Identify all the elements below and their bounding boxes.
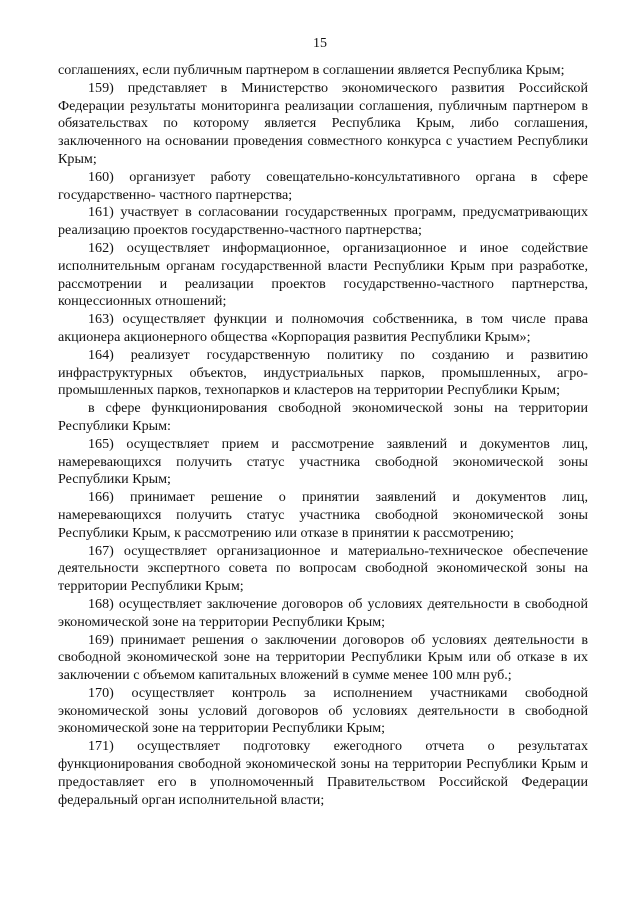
paragraph: 168) осуществляет заключение договоров об условиях деятельности в свободной экономической зоне на территории Республики Крым; bbox=[58, 595, 588, 630]
paragraph: 159) представляет в Министерство экономического развития Российской Федерации результаты мониторинга реализации соглашения, публичным партнером в обязательствах по которому является Республика Крым, либо соглашения, заключенного на основании проведения совместного конкурса с участием Республики Крым; bbox=[58, 79, 588, 167]
document-body bbox=[58, 62, 588, 809]
paragraph: 170) осуществляет контроль за исполнением участниками свободной экономической зоны условий договоров об условиях деятельности в свободной экономической зоне на территории Республики Крым; bbox=[58, 684, 588, 737]
paragraph: 162) осуществляет информационное, организационное и иное содействие исполнительным органам государственной власти Республики Крым при разработке, рассмотрении и реализации проектов государственно-частного партнерства, концессионных отношений; bbox=[58, 239, 588, 310]
paragraph: 167) осуществляет организационное и материально-техническое обеспечение деятельности экспертного совета по вопросам свободной экономической зоны на территории Республики Крым; bbox=[58, 542, 588, 595]
section-heading: в сфере функционирования свободной экономической зоны на территории Республики Крым: bbox=[58, 400, 588, 434]
paragraph: соглашениях, если публичным партнером в соглашении является Республика Крым; bbox=[58, 62, 565, 78]
paragraph: 169) принимает решения о заключении договоров об условиях деятельности в свободной экономической зоне на территории Республики Крым или об отказе в их заключении с объемом капитальных вложений в сумме менее 100 млн руб.; bbox=[58, 631, 588, 684]
page-number: 15 bbox=[313, 36, 327, 51]
paragraph: 166) принимает решение о принятии заявлений и документов лиц, намеревающихся получить статус участника свободной экономической зоны Республики Крым, к рассмотрению или отказе в принятии к рассмотрению; bbox=[58, 489, 588, 541]
paragraph: 161) участвует в согласовании государственных программ, предусматривающих реализацию проектов государственно-частного партнерства; bbox=[58, 204, 588, 239]
paragraph: 171) осуществляет подготовку ежегодного отчета о результатах функционирования свободной экономической зоны на территории Республики Крым и предоставляет его в уполномоченный Правительством Российской Федерации федеральный орган исполнительной власти; bbox=[58, 738, 588, 808]
paragraph: 163) осуществляет функции и полномочия собственника, в том числе права акционера акционерного общества «Корпорация развития Республики Крым»; bbox=[58, 311, 588, 345]
paragraph: 165) осуществляет прием и рассмотрение заявлений и документов лиц, намеревающихся получить статус участника свободной экономической зоны Республики Крым; bbox=[58, 435, 588, 488]
paragraph: 160) организует работу совещательно-консультативного органа в сфере государственно- частного партнерства; bbox=[58, 168, 588, 203]
paragraph: 164) реализует государственную политику по созданию и развитию инфраструктурных объектов, индустриальных парков, промышленных, агро-промышленных парков, технопарков и кластеров на территории Республики Крым; bbox=[58, 346, 588, 399]
